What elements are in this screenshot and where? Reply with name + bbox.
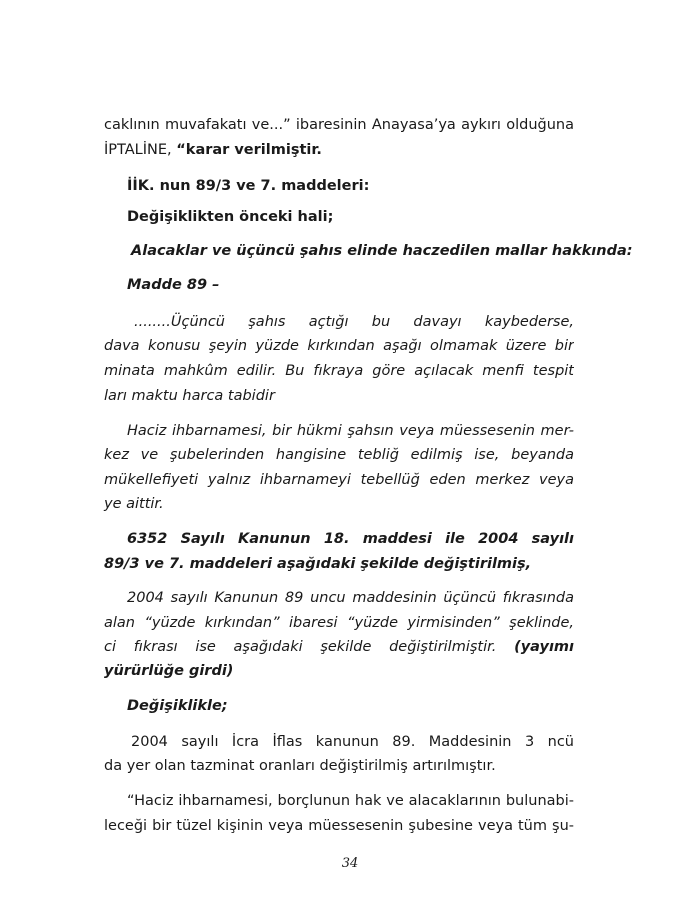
body-line: alan “yüzde kırkından” ibaresi “yüzde yirmisinden” şeklinde, [104, 615, 574, 631]
body-line: leceği bir tüzel kişinin veya müessesenin şubesine veya tüm şu- [104, 818, 574, 834]
body-line: dava konusu şeyin yüzde kırkından aşağı olmamak üzere bir [104, 338, 574, 354]
body-line: yürürlüğe girdi) [104, 663, 234, 679]
body-line: mükellefiyeti yalnız ihbarnameyi tebellüğ eden merkez veya [104, 472, 574, 488]
bold-segment: “karar verilmiştir. [176, 142, 322, 158]
body-line: “Haciz ihbarnamesi, borçlunun hak ve alacaklarının bulunabi- [127, 793, 574, 809]
body-line: kez ve şubelerinden hangisine tebliğ edilmiş ise, beyanda [104, 447, 574, 463]
subheading: Değişiklikten önceki hali; [127, 209, 334, 225]
body-line: 2004 sayılı Kanunun 89 uncu maddesinin üçüncü fıkrasında [127, 590, 574, 606]
body-line [104, 635, 574, 659]
body-line: ........Üçüncü şahıs açtığı bu davayı kaybederse, [134, 314, 574, 330]
body-line: da yer olan tazminat oranları değiştirilmiş artırılmıştır. [104, 758, 496, 774]
body-line: caklının muvafakatı ve...” ibaresinin Anayasa’ya aykırı olduğuna [104, 117, 574, 133]
body-line: Haciz ihbarnamesi, bir hükmi şahsın veya müessesenin mer- [127, 423, 574, 439]
bold-segment: (yayımı [514, 639, 574, 655]
body-line: ye aittir. [104, 496, 164, 512]
text-segment: İPTALİNE, [104, 142, 177, 158]
body-line: 2004 sayılı İcra İflas kanunun 89. Maddesinin 3 ncü [131, 734, 574, 750]
body-line [104, 138, 574, 162]
section-heading: İİK. nun 89/3 ve 7. maddeleri: [127, 178, 370, 194]
subheading: Değişiklikle; [127, 698, 228, 714]
body-line: minata mahkûm edilir. Bu fıkraya göre açılacak menfi tespit [104, 363, 574, 379]
bold-heading-line: 89/3 ve 7. maddeleri aşağıdaki şekilde değiştirilmiş, [104, 556, 532, 572]
subheading: Alacaklar ve üçüncü şahıs elinde haczedilen mallar hakkında: [131, 243, 633, 259]
body-line: ları maktu harca tabidir [104, 388, 275, 404]
article-heading: Madde 89 – [127, 277, 220, 293]
text-segment: ci fıkrası ise aşağıdaki şekilde değiştirilmiştir. [104, 639, 515, 655]
page-number: 34 [341, 856, 359, 871]
bold-heading-line: 6352 Sayılı Kanunun 18. maddesi ile 2004 sayılı [127, 531, 574, 547]
